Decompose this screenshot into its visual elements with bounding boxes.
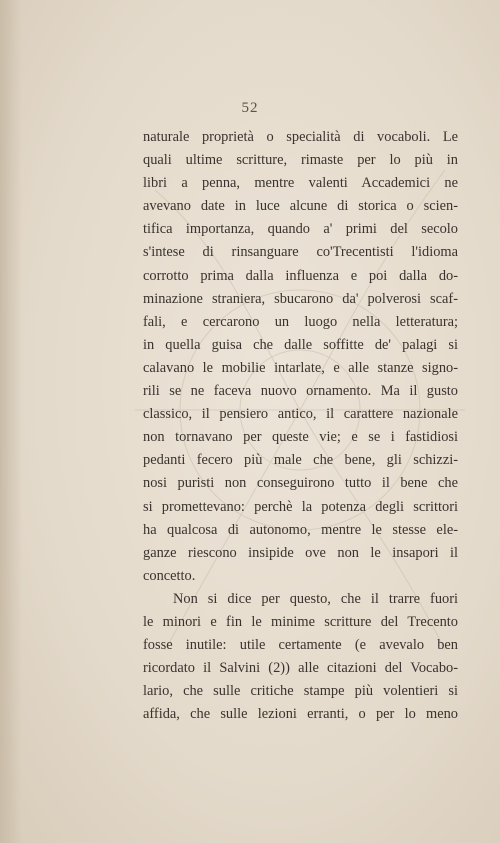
text-line: ganze riescono insipide ove non le insapori il [143,544,458,561]
text-line: rili se ne faceva nuovo ornamento. Ma il gusto [143,383,458,400]
text-line: tifica importanza, quando a' primi del secolo [143,221,458,238]
text-line: classico, il pensiero antico, il carattere nazionale [143,406,458,423]
paragraph-start-line: Non si dice per questo, che il trarre fuori [173,590,458,607]
text-line: s'intese di rinsanguare co'Trecentisti l'idioma [143,244,458,261]
text-line: non tornavano per queste vie; e se i fastidiosi [143,429,458,446]
text-line: avevano date in luce alcune di storica o scien- [143,198,458,215]
page-gutter-shadow [0,0,22,843]
body-text [143,126,458,726]
text-line: pedanti fecero più male che bene, gli schizzi- [143,452,458,469]
text-line: ricordato il Salvini (2)) alle citazioni del Vocabo- [143,660,458,677]
text-line: affida, che sulle lezioni erranti, o per lo meno [143,706,458,723]
paragraph-end-line: concetto. [143,567,196,584]
text-line: libri a penna, mentre valenti Accademici ne [143,175,458,192]
text-line: fosse inutile: utile certamente (e avevalo ben [143,637,458,654]
text-line: le minori e fin le minime scritture del Trecento [143,613,458,630]
text-line: minazione straniera, sbucarono da' polverosi scaf- [143,290,458,307]
text-line: fali, e cercarono un luogo nella letteratura; [143,313,458,330]
text-line: corrotto prima dalla influenza e poi dalla do- [143,267,458,284]
text-line: naturale proprietà o specialità di vocaboli. Le [143,129,458,145]
text-line: in quella guisa che dalle soffitte de' palagi si [143,336,458,353]
text-line: quali ultime scritture, rimaste per lo più in [143,152,458,169]
text-line: calavano le mobilie intarlate, e alle stanze signo- [143,359,458,376]
text-line: lario, che sulle critiche stampe più volentieri si [143,683,458,700]
page-number: 52 [241,100,259,116]
text-line: nosi puristi non conseguirono tutto il bene che [143,475,458,492]
text-line: si promettevano: perchè la potenza degli scrittori [143,498,458,515]
text-line: ha qualcosa di autonomo, mentre le stesse ele- [143,521,458,538]
